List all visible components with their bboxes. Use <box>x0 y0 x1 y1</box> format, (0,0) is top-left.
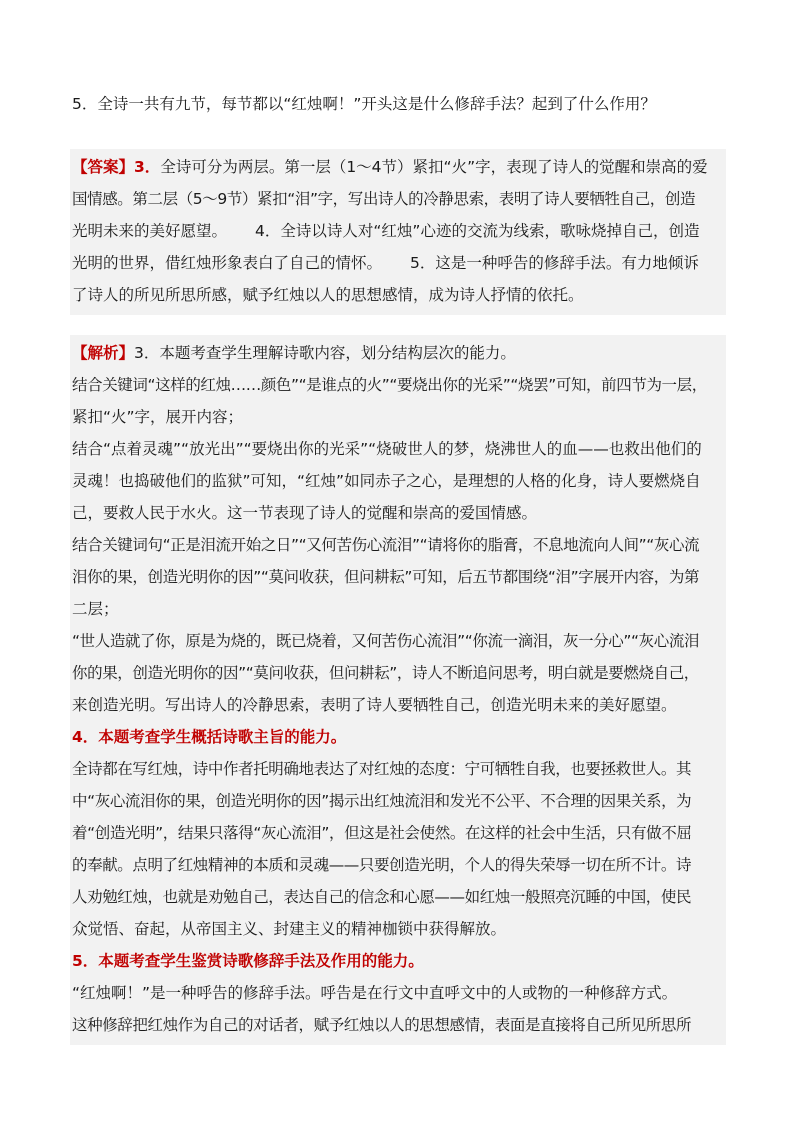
analysis-p4-l3: 二层； <box>72 600 119 618</box>
analysis-p7-l4: 的奉献。点明了红烛精神的本质和灵魂——只要创造光明，个人的得失荣辱一切在所不计。诗 <box>72 856 692 874</box>
answer-num-3: 3． <box>134 158 161 176</box>
analysis-p3-l3: 己，要救人民于水火。这一节表现了诗人的觉醒和崇高的爱国情感。 <box>72 504 538 522</box>
analysis-tag: 【解析】 <box>72 344 135 362</box>
analysis-p5-l2: 你的果，创造光明你的因”“莫问收获，但问耕耘”，诗人不断追问思考，明白就是要燃烧自己， <box>72 664 699 682</box>
analysis-p7-l2: 中“灰心流泪你的果，创造光明你的因”揭示出红烛流泪和发光不公平、不合理的因果关系，为 <box>72 792 692 810</box>
analysis-p10: 这种修辞把红烛作为自己的对话者，赋予红烛以人的思想感情，表面是直接将自己所见所思所 <box>72 1016 692 1034</box>
analysis-p6: 4．本题考查学生概括诗歌主旨的能力。 <box>72 728 347 746</box>
answer-line-2: 国情感。第二层（5～9节）紧扣“泪”字，写出诗人的冷静思索，表明了诗人要牺牲自己，创造 <box>72 190 696 208</box>
analysis-p7-l6: 众觉悟、奋起，从帝国主义、封建主义的精神枷锁中获得解放。 <box>72 920 507 938</box>
question-5: 5．全诗一共有九节，每节都以“红烛啊！”开头这是什么修辞手法？起到了什么作用？ <box>72 95 656 113</box>
analysis-heading: 【解析】3．本题考查学生理解诗歌内容，划分结构层次的能力。 <box>72 344 516 362</box>
answer-line-1: 【答案】3．全诗可分为两层。第一层（1～4节）紧扣“火”字，表现了诗人的觉醒和崇高的爱 <box>72 158 708 176</box>
analysis-p5-l3: 来创造光明。写出诗人的冷静思索，表明了诗人要牺牲自己，创造光明未来的美好愿望。 <box>72 696 677 714</box>
analysis-p9: “红烛啊！”是一种呼告的修辞手法。呼告是在行文中直呼文中的人或物的一种修辞方式。 <box>72 984 678 1002</box>
answer-tag: 【答案】 <box>72 158 135 176</box>
analysis-p3-l2: 灵魂！也捣破他们的监狱”可知，“红烛”如同赤子之心，是理想的人格的化身，诗人要燃烧自 <box>72 472 701 490</box>
analysis-p8: 5．本题考查学生鉴赏诗歌修辞手法及作用的能力。 <box>72 952 424 970</box>
analysis-p4-l2: 泪你的果，创造光明你的因”“莫问收获，但问耕耘”可知，后五节都围绕“泪”字展开内容，为第 <box>72 568 700 586</box>
analysis-block <box>70 335 726 1045</box>
analysis-p7-l3: 着“创造光明”，结果只落得“灰心流泪”，但这是社会使然。在这样的社会中生活，只有做不屈 <box>72 824 692 842</box>
analysis-p4-l1: 结合关键词句“正是泪流开始之日”“又何苦伤心流泪”“请将你的脂膏，不息地流向人间”“灰心流 <box>72 536 700 554</box>
analysis-p3-l1: 结合“点着灵魂”“放光出”“要烧出你的光采”“烧破世人的梦，烧沸世人的血——也救出他们的 <box>72 440 702 458</box>
answer-line-4: 光明的世界，借红烛形象表白了自己的情怀。 5．这是一种呼告的修辞手法。有力地倾诉 <box>72 254 699 272</box>
analysis-p7-l5: 人劝勉红烛，也就是劝勉自己，表达自己的信念和心愿——如红烛一般照亮沉睡的中国，使民 <box>72 888 692 906</box>
answer-block <box>70 149 726 315</box>
analysis-p2-l2: 紧扣“火”字，展开内容； <box>72 408 244 426</box>
analysis-p7-l1: 全诗都在写红烛，诗中作者托明确地表达了对红烛的态度：宁可牺牲自我，也要拯救世人。其 <box>72 760 692 778</box>
answer-line-5: 了诗人的所见所思所感，赋予红烛以人的思想感情，成为诗人抒情的依托。 <box>72 286 584 304</box>
analysis-p5-l1: “世人造就了你，原是为烧的，既已烧着，又何苦伤心流泪”“你流一滴泪，灰一分心”“灰心流泪 <box>72 632 700 650</box>
answer-line-3: 光明未来的美好愿望。 4．全诗以诗人对“红烛”心迹的交流为线索，歌咏烧掉自己，创造 <box>72 222 700 240</box>
analysis-p2-l1: 结合关键词“这样的红烛……颜色”“是谁点的火”“要烧出你的光采”“烧罢”可知，前四节为一层， <box>72 376 707 394</box>
